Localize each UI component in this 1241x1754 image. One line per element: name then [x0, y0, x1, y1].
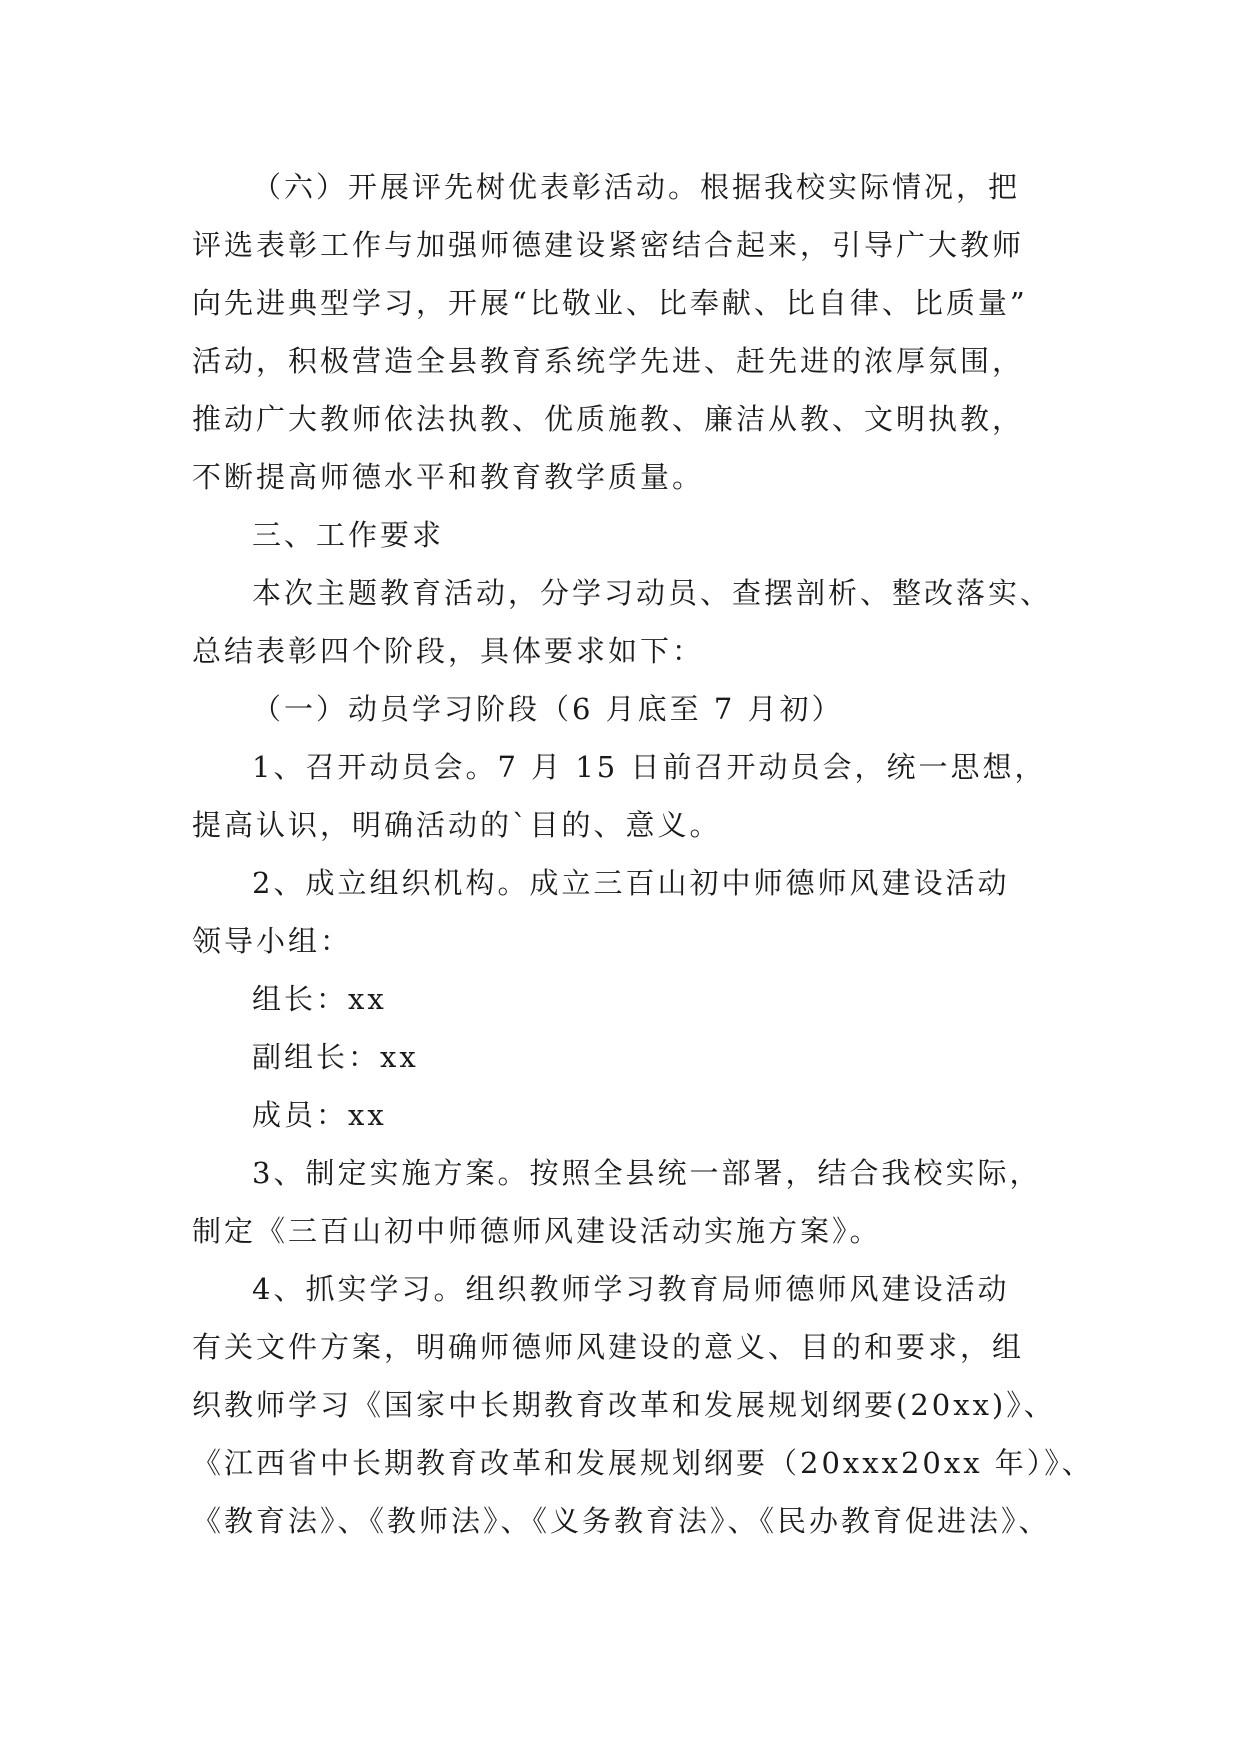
paragraph-line: 本次主题教育活动，分学习动员、查摆剖析、整改落实、 — [252, 576, 1053, 610]
paragraph-line: 推动广大教师依法执教、优质施教、廉洁从教、文明执教， — [192, 402, 1025, 436]
paragraph-line: 3、制定实施方案。按照全县统一部署，结合我校实际， — [252, 1156, 1042, 1190]
paragraph-line: 有关文件方案，明确师德师风建设的意义、目的和要求，组 — [192, 1330, 1025, 1364]
paragraph-line: 《江西省中长期教育改革和发展规划纲要（20xxx20xx 年）》、 — [192, 1446, 1094, 1480]
paragraph-line: 织教师学习《国家中长期教育改革和发展规划纲要(20xx)》、 — [192, 1388, 1056, 1422]
paragraph-line: 1、召开动员会。7 月 15 日前召开动员会，统一思想， — [252, 750, 1047, 784]
paragraph-line: 《教育法》、《教师法》、《义务教育法》、《民办教育促进法》、 — [192, 1504, 1051, 1538]
paragraph-line: 活动，积极营造全县教育系统学先进、赶先进的浓厚氛围， — [192, 344, 1025, 378]
deputy-leader-line: 副组长：xx — [252, 1040, 419, 1074]
subsection-heading: （一）动员学习阶段（6 月底至 7 月初） — [252, 692, 844, 726]
paragraph-line: 总结表彰四个阶段，具体要求如下： — [192, 634, 705, 668]
paragraph-line: 评选表彰工作与加强师德建设紧密结合起来，引导广大教师 — [192, 228, 1025, 262]
paragraph-line: 提高认识，明确活动的`目的、意义。 — [192, 808, 722, 842]
members-line: 成员：xx — [252, 1098, 387, 1132]
paragraph-line: 4、抓实学习。组织教师学习教育局师德师风建设活动 — [252, 1272, 1010, 1306]
paragraph-line: （六）开展评先树优表彰活动。根据我校实际情况，把 — [252, 170, 1021, 204]
document-body — [192, 158, 1092, 1550]
section-heading: 三、工作要求 — [252, 518, 445, 552]
paragraph-line: 制定《三百山初中师德师风建设活动实施方案》。 — [192, 1214, 882, 1248]
paragraph-line: 向先进典型学习，开展“比敬业、比奉献、比自律、比质量” — [192, 286, 1028, 320]
group-leader-line: 组长：xx — [252, 982, 387, 1016]
paragraph-line: 2、成立组织机构。成立三百山初中师德师风建设活动 — [252, 866, 1010, 900]
paragraph-line: 不断提高师德水平和教育教学质量。 — [192, 460, 705, 494]
paragraph-line: 领导小组： — [192, 924, 353, 958]
